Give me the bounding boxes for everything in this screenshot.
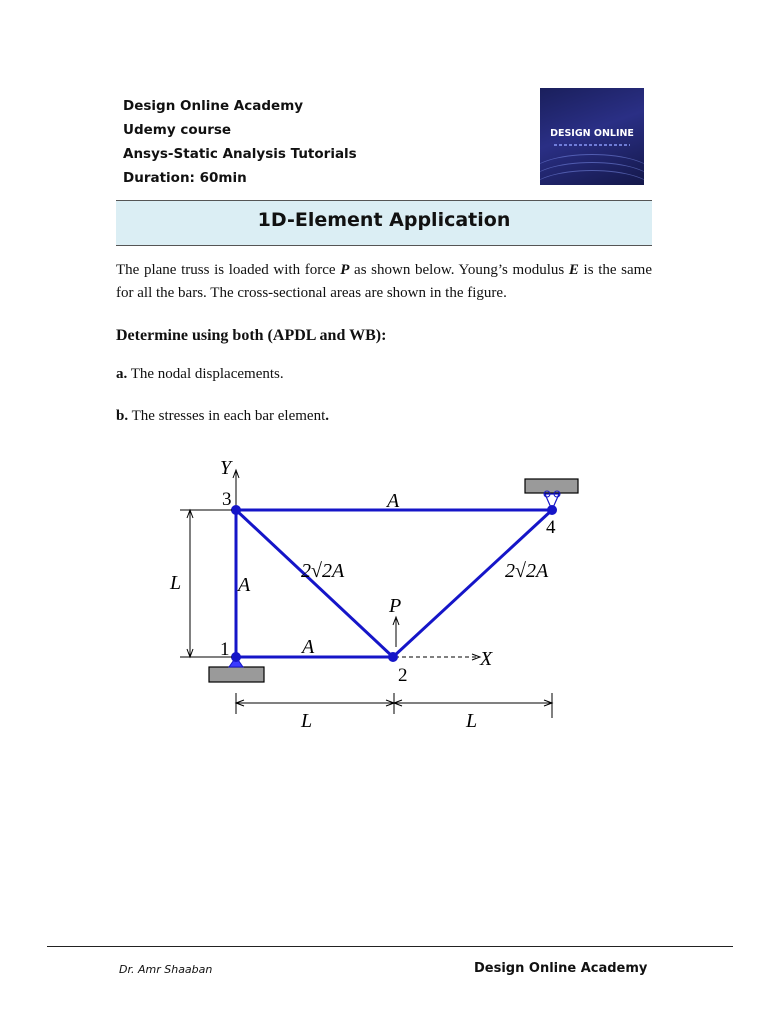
bar-diag-left-area-label: 2√2A	[301, 560, 345, 582]
bar-top-area-label: A	[387, 490, 400, 512]
task-a-text: The nodal displacements.	[127, 366, 284, 382]
header-duration: Duration: 60min	[123, 170, 247, 186]
height-dimension-label: L	[170, 572, 182, 594]
node-1	[231, 652, 241, 662]
node-3	[231, 505, 241, 515]
statement-text-2: as shown below. Young’s modulus	[349, 262, 569, 278]
task-b-period: .	[325, 408, 329, 424]
width-right-dimension-label: L	[466, 710, 478, 732]
task-a-label: a.	[116, 366, 128, 382]
footer-author: Dr. Amr Shaaban	[119, 963, 213, 976]
node-3-label: 3	[222, 489, 232, 510]
determine-heading: Determine using both (APDL and WB):	[116, 327, 387, 344]
bar-3-2	[236, 510, 393, 657]
force-label: P	[389, 595, 402, 617]
y-axis-label: Y	[220, 457, 232, 479]
statement-text-3: is the same for all the bars. The cross-sectional areas are shown in the figure.	[116, 262, 652, 301]
modulus-symbol: E	[568, 262, 579, 278]
page-title: 1D-Element Application	[257, 209, 511, 231]
force-symbol: P	[340, 262, 350, 278]
bar-2-4	[393, 510, 552, 657]
node-2	[388, 652, 398, 662]
width-left-dimension-label: L	[301, 710, 313, 732]
bar-diag-right-area-label: 2√2A	[505, 560, 549, 582]
node-4	[547, 505, 557, 515]
support-node-4	[525, 479, 578, 493]
x-axis-label: X	[480, 648, 493, 670]
task-b-text: The stresses in each bar element	[128, 408, 326, 424]
header-course: Udemy course	[123, 122, 232, 138]
logo-text: DESIGN ONLINE	[550, 128, 634, 139]
task-b-label: b.	[116, 408, 129, 424]
header-academy: Design Online Academy	[123, 98, 304, 114]
bar-bottom-area-label: A	[302, 636, 315, 658]
bar-left-area-label: A	[238, 574, 251, 596]
footer-brand: Design Online Academy	[474, 961, 648, 976]
statement-text-1: The plane truss is loaded with force	[116, 262, 341, 278]
node-2-label: 2	[398, 665, 408, 686]
header-tutorial: Ansys-Static Analysis Tutorials	[123, 146, 357, 162]
support-node-1	[209, 667, 264, 682]
node-4-label: 4	[546, 517, 556, 538]
node-1-label: 1	[220, 639, 230, 660]
footer-divider	[47, 946, 733, 947]
